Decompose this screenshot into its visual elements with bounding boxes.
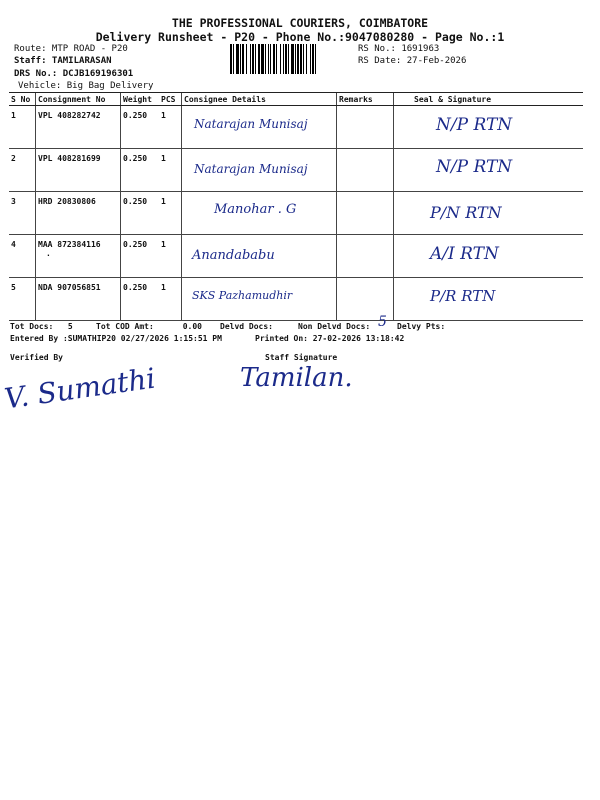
- staff-signature: Tamilan.: [240, 363, 353, 393]
- col-consignment: Consignment No: [36, 93, 121, 106]
- verified-signature: V. Sumathi: [2, 361, 158, 416]
- cell-seal: A/I RTN: [430, 244, 499, 264]
- cell-consignee: Natarajan Munisaj: [194, 162, 308, 176]
- cell-pcs: 1: [159, 149, 182, 192]
- table-row: [9, 149, 583, 192]
- cell-weight: 0.250: [121, 106, 160, 149]
- cell-consignment: [36, 235, 121, 278]
- verified-by-label: Verified By: [10, 353, 63, 362]
- tot-cod-label: Tot COD Amt:: [96, 322, 154, 331]
- col-consignee: Consignee Details: [182, 93, 337, 106]
- cell-seal: P/N RTN: [430, 203, 502, 222]
- table-row: [9, 278, 583, 321]
- runsheet-title: Delivery Runsheet - P20 - Phone No.:9047080280 - Page No.:1: [95, 30, 505, 44]
- cell-weight: 0.250: [121, 278, 160, 321]
- cell-weight: 0.250: [121, 235, 160, 278]
- cell-consignment-text: MAA 872384116: [38, 240, 101, 249]
- cell-consignment: VPL 408281699: [36, 149, 121, 192]
- route-label: Route: MTP ROAD - P20: [14, 44, 128, 54]
- cell-pcs: 1: [159, 278, 182, 321]
- non-delvd-docs-value: 5: [378, 314, 387, 330]
- non-delvd-docs-label: Non Delvd Docs:: [298, 322, 371, 331]
- entered-by: Entered By :SUMATHIP20 02/27/2026 1:15:51 PM: [10, 334, 222, 343]
- cell-sno: 3: [9, 192, 36, 235]
- col-weight: Weight: [121, 93, 160, 106]
- table-row: [9, 235, 583, 278]
- table-header-row: [9, 93, 583, 106]
- cell-remarks: [337, 235, 394, 278]
- cell-seal: N/P RTN: [436, 157, 513, 177]
- cell-consignee: Manohar . G: [214, 202, 297, 217]
- cell-consignment: VPL 408282742: [36, 106, 121, 149]
- tot-docs-label: Tot Docs:: [10, 322, 54, 331]
- cell-weight: 0.250: [121, 149, 160, 192]
- vehicle-label: Vehicle: Big Bag Delivery: [18, 81, 154, 91]
- printed-on: Printed On: 27-02-2026 13:18:42: [255, 334, 405, 343]
- cell-seal: P/R RTN: [430, 287, 496, 305]
- delvd-docs-label: Delvd Docs:: [220, 322, 273, 331]
- cell-consignee: SKS Pazhamudhir: [192, 289, 293, 302]
- cell-sno: 5: [9, 278, 36, 321]
- col-pcs: PCS: [159, 93, 182, 106]
- cell-consignee: Anandababu: [192, 248, 275, 263]
- col-seal: Seal & Signature: [394, 93, 584, 106]
- delvy-pts-label: Delvy Pts:: [397, 322, 446, 331]
- rs-date: RS Date: 27-Feb-2026: [358, 56, 467, 66]
- ink-dot: .: [46, 249, 51, 258]
- tot-cod-value: 0.00: [182, 322, 202, 331]
- rs-number: RS No.: 1691963: [358, 44, 440, 54]
- cell-sno: 2: [9, 149, 36, 192]
- tot-docs: [10, 322, 73, 331]
- staff-label: Staff: TAMILARASAN: [14, 56, 112, 66]
- runsheet-table: [9, 92, 583, 321]
- barcode: [230, 44, 356, 74]
- cell-sno: 1: [9, 106, 36, 149]
- cell-seal: N/P RTN: [436, 115, 513, 135]
- cell-remarks: [337, 149, 394, 192]
- cell-sno: 4: [9, 235, 36, 278]
- tot-cod: [96, 322, 202, 331]
- staff-signature-label: Staff Signature: [265, 353, 338, 362]
- cell-remarks: [337, 192, 394, 235]
- cell-consignment: NDA 907056851: [36, 278, 121, 321]
- cell-weight: 0.250: [121, 192, 160, 235]
- col-sno: S No: [9, 93, 36, 106]
- tot-docs-value: 5: [67, 322, 73, 331]
- cell-pcs: 1: [159, 192, 182, 235]
- cell-pcs: 1: [159, 106, 182, 149]
- col-remarks: Remarks: [337, 93, 394, 106]
- cell-consignee: Natarajan Munisaj: [194, 117, 308, 131]
- table-row: [9, 192, 583, 235]
- drs-number: DRS No.: DCJB169196301: [14, 69, 134, 79]
- company-title: THE PROFESSIONAL COURIERS, COIMBATORE: [171, 16, 429, 30]
- cell-pcs: 1: [159, 235, 182, 278]
- cell-remarks: [337, 106, 394, 149]
- cell-consignment: HRD 20830806: [36, 192, 121, 235]
- table-row: [9, 106, 583, 149]
